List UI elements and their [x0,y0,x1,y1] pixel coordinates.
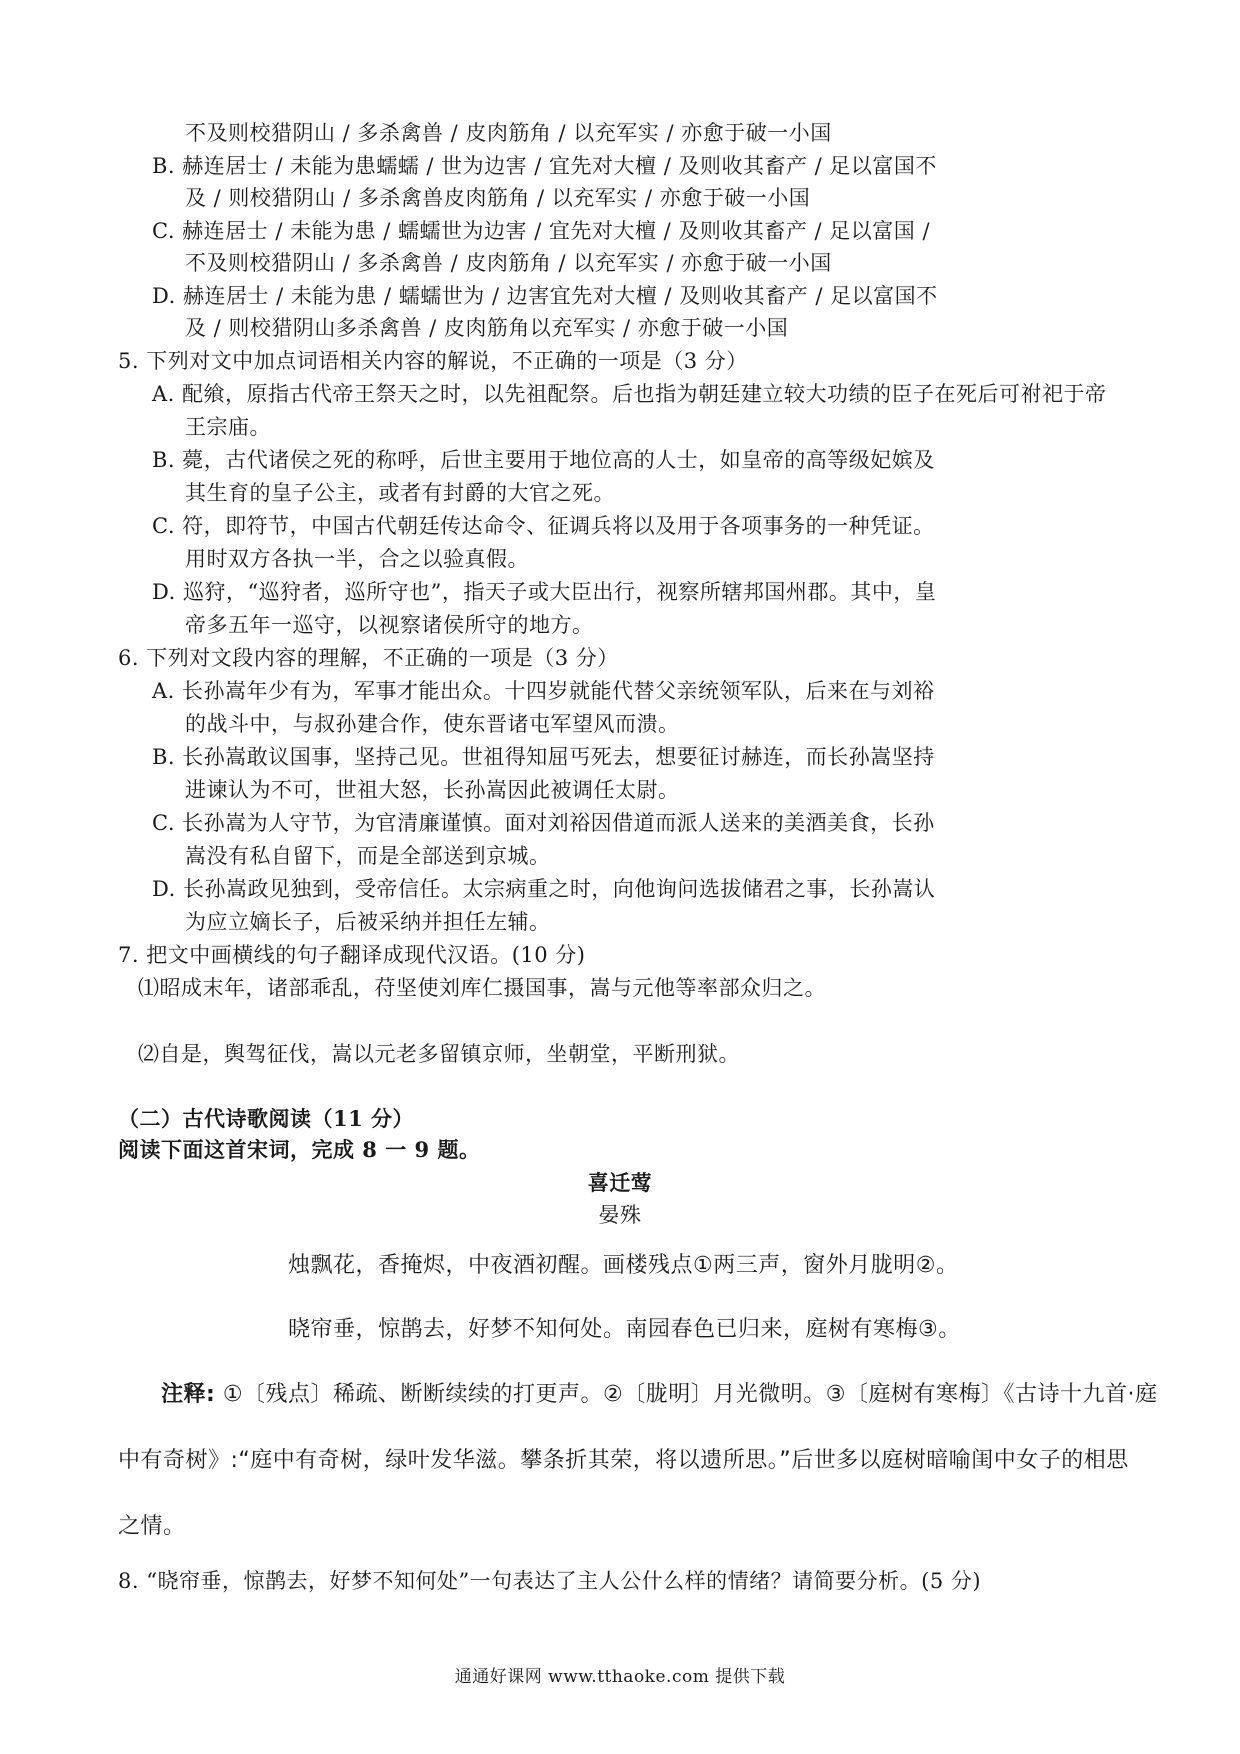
poem-line-1: 烛飘花，香掩烬，中夜酒初醒。画楼残点①两三声，窗外月胧明②。 [288,1253,959,1278]
q4-option-b-line2: 及 / 则校猎阴山 / 多杀禽兽皮肉筋角 / 以充军实 / 亦愈于破一小国 [185,186,811,210]
notes-label: 注释: [161,1382,216,1407]
notes-line-3: 之情。 [118,1514,186,1539]
q6-option-c-line1: C. 长孙嵩为人守节，为官清廉谨慎。面对刘裕因借道而派人送来的美酒美食，长孙 [152,811,935,835]
q6-option-b-line2: 进谏认为不可，世祖大怒，长孙嵩因此被调任太尉。 [185,778,680,802]
page-footer: 通通好课网 www.tthaoke.com 提供下载 [454,1667,786,1687]
q5-option-c-line2: 用时双方各执一半，合之以验真假。 [185,547,529,571]
q5-option-b-line2: 其生育的皇子公主，或者有封爵的大官之死。 [185,481,615,505]
q7-sentence-2: ⑵自是，舆驾征伐，嵩以元老多留镇京师，坐朝堂，平断刑狱。 [138,1042,740,1066]
poem-line-2: 晓帘垂，惊鹊去，好梦不知何处。南园春色已归来，庭树有寒梅③。 [288,1317,961,1342]
q5-option-b-line1: B. 薨，古代诸侯之死的称呼，后世主要用于地位高的人士，如皇帝的高等级妃嫔及 [152,448,935,472]
q5-stem: 5. 下列对文中加点词语相关内容的解说，不正确的一项是（3 分） [118,349,748,373]
q6-option-c-line2: 嵩没有私自留下，而是全部送到京城。 [185,844,551,868]
poem-title: 喜迁莺 [587,1170,653,1195]
q6-option-d-line1: D. 长孙嵩政见独到，受帝信任。太宗病重之时，向他询问选拔储君之事，长孙嵩认 [152,877,936,901]
q4-option-d-line1: D. 赫连居士 / 未能为患 / 蠕蠕世为 / 边害宜先对大檀 / 及则收其畜产 / 足以富国不 [152,284,938,308]
section-instruction: 阅读下面这首宋词，完成 8 一 9 题。 [118,1137,481,1162]
q5-option-d-line1: D. 巡狩，“巡狩者，巡所守也”，指天子或大臣出行，视察所辖邦国州郡。其中，皇 [152,580,937,604]
notes-text-1: ①〔残点〕稀疏、断断续续的打更声。②〔胧明〕月光微明。③〔庭树有寒梅〕《古诗十九首·庭 [222,1382,1158,1407]
poem-author: 晏殊 [598,1203,642,1227]
section-heading: （二）古代诗歌阅读（11 分） [118,1106,415,1131]
q4-option-c-line1: C. 赫连居士 / 未能为患 / 蠕蠕世为边害 / 宜先对大檀 / 及则收其畜产 / 足以富国 / [152,219,931,243]
q4-option-c-line2: 不及则校猎阴山 / 多杀禽兽 / 皮肉筋角 / 以充军实 / 亦愈于破一小国 [185,251,832,275]
q4-option-a-line2: 不及则校猎阴山 / 多杀禽兽 / 皮肉筋角 / 以充军实 / 亦愈于破一小国 [185,121,832,145]
q6-stem: 6. 下列对文段内容的理解，不正确的一项是（3 分） [118,646,619,670]
q4-option-b-line1: B. 赫连居士 / 未能为患蠕蠕 / 世为边害 / 宜先对大檀 / 及则收其畜产 / 足以富国不 [152,154,937,178]
q5-option-a-line2: 王宗庙。 [185,415,271,439]
q6-option-a-line1: A. 长孙嵩年少有为，军事才能出众。十四岁就能代替父亲统领军队，后来在与刘裕 [152,679,935,703]
q6-option-d-line2: 为应立嫡长子，后被采纳并担任左辅。 [185,910,551,934]
q6-option-a-line2: 的战斗中，与叔孙建合作，使东晋诸屯军望风而溃。 [185,712,680,736]
q5-option-a-line1: A. 配飨，原指古代帝王祭天之时，以先祖配祭。后也指为朝廷建立较大功绩的臣子在死后可祔祀于帝 [152,382,1107,406]
q4-option-d-line2: 及 / 则校猎阴山多杀禽兽 / 皮肉筋角以充军实 / 亦愈于破一小国 [185,316,789,340]
q6-option-b-line1: B. 长孙嵩敢议国事，坚持己见。世祖得知屈丐死去，想要征讨赫连，而长孙嵩坚持 [152,745,935,769]
notes-line-2: 中有奇树》:“庭中有奇树，绿叶发华滋。攀条折其荣，将以遗所思。”后世多以庭树暗喻闺中女子的相思 [118,1448,1129,1473]
q7-stem: 7. 把文中画横线的句子翻译成现代汉语。(10 分) [118,943,586,967]
q8-stem: 8. “晓帘垂，惊鹊去，好梦不知何处”一句表达了主人公什么样的情绪？请简要分析。(5 分) [118,1569,982,1593]
q7-sentence-1: ⑴昭成末年，诸部乖乱，苻坚使刘库仁摄国事，嵩与元他等率部众归之。 [138,976,826,1000]
q5-option-d-line2: 帝多五年一巡守，以视察诸侯所守的地方。 [185,613,594,637]
q5-option-c-line1: C. 符，即符节，中国古代朝廷传达命令、征调兵将以及用于各项事务的一种凭证。 [152,514,935,538]
notes-line-1 [161,1380,1157,1410]
